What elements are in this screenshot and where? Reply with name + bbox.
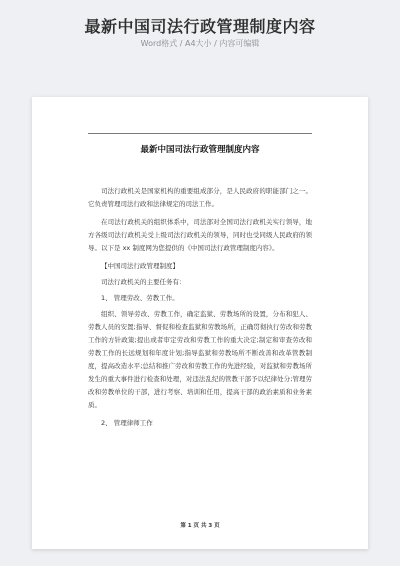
document-page [32,97,368,549]
section-heading: 【中国司法行政管理制度】 [101,262,179,270]
document-body [88,185,312,435]
page-number-footer: 第 1 页 共 3 页 [180,523,220,529]
page-title: 最新中国司法行政管理制度内容 [84,17,316,36]
paragraph-task-1-detail: 组织、领导劳改、劳教工作，确定监狱、劳教场所的设置，分布和犯人、劳教人员的安置;指导、督促和检查监狱和劳教场所，正确贯彻执行劳改和劳教工作的方针政策;提出或者审定劳改和劳教工作的重大决定;制定和审查劳改和劳教工作的长远规划和年度计划;指导监狱和劳教场所不断改善和改革管教制度，提高改造水平;总结和推广劳改和劳教工作的先进经验，对监狱和劳教场所发生的重大事件进行检查和处理，对违法乱纪的管教干部予以纪律处分;管理劳改和劳教单位的干部，进行考察、培训和任用，提高干部的政治素质和业务素质。 [88,310,312,409]
document-title: 最新中国司法行政管理制度内容 [140,145,260,155]
paragraph-tasks-intro: 司法行政机关的主要任务有： [101,278,186,286]
page-subtitle: Word格式 / A4大小 / 内容可编辑 [140,39,260,48]
page-header [0,0,400,90]
paragraph-organization: 在司法行政机关的组织体系中，司法部对全国司法行政机关实行领导，地方各级司法行政机关受上级司法行政机关的领导，同时也受同级人民政府的领导。以下是 xx 制度网为您提供的《中国司法行政管理制度内容》。 [88,218,312,252]
title-divider [88,133,312,134]
list-item-1-heading: 1、 管理劳改、劳教工作。 [101,294,179,302]
paragraph-intro: 司法行政机关是国家机构的重要组成部分，是人民政府的职能部门之一。它负责管理司法行政和法律规定的司法工作。 [88,187,312,208]
list-item-2-heading: 2、 管理律师工作 [101,419,153,427]
